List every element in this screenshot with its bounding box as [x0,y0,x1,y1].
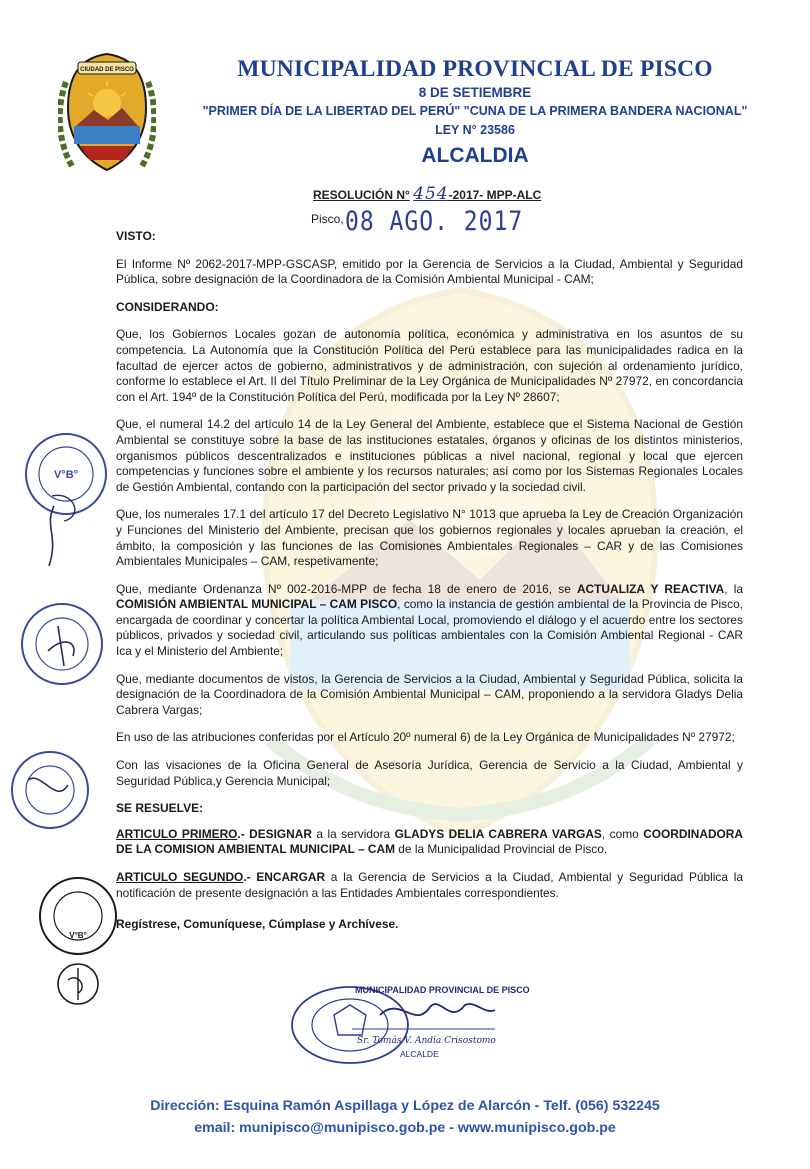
resolution-suffix: -2017- MPP-ALC [448,188,542,202]
stamp-4-vb: V°B° [69,931,87,940]
paragraph-ordenanza [116,582,743,660]
signature-block-title: MUNICIPALIDAD PROVINCIAL DE PISCO [355,985,530,995]
signatory-name: Sr. Tomás V. Andia Crisostomo [357,1036,496,1046]
stamp-2-icon [18,596,108,706]
paragraph-decreto-1013: Que, los numerales 17.1 del artículo 17 del Decreto Legislativo N° 1013 que aprueba la Ley de Creación Organización y Funciones del Ministerio del Ambiente, precisan que los gobiernos regionales y locales aprueban la creación, el ámbito, la composición y las funciones de las Comisiones Ambientales Regionales – CAR y de las Comisiones Ambientales Municipales – CAM, respetivamente; [116,507,743,569]
considerando-heading: CONSIDERANDO: [116,299,219,314]
art1-text-g: de la Municipalidad Provincial de Pisco. [395,842,608,857]
header-office: ALCALDIA [421,144,529,167]
art1-role: COORDINADORA DE LA COMISION AMBIENTAL MUNICIPAL – CAM [116,826,743,857]
paragraph-ley-general-ambiente: Que, el numeral 14.2 del artículo 14 de la Ley General del Ambiente, establece que el Sistema Nacional de Gestión Ambiental se constituye sobre la base de las instituciones estatales, órganos y oficinas de los distintos ministerios, organismos públicos descentralizados e instituciones públicas a nivel nacional, regional y local que ejercen competencias y funciones sobre el ambiente y los recursos naturales; así como por los Sistemas Regionales Locales de Gestión Ambiental, contando con la participación del sector privado y la sociedad civil. [116,417,743,494]
art2-text-c: a la Gerencia de Servicios a la Ciudad, Ambiental y Seguridad Pública la notificación de presente designación a las Entidades Ambientales correspondientes. [116,870,743,900]
stamp-1-icon [14,426,114,576]
art1-text-c: a la servidora [311,826,395,841]
municipal-crest-logo [58,48,156,178]
paragraph-autonomia: Que, los Gobiernos Locales gozan de autonomía política, económica y administrativa en los asuntos de su competencia. La Autonomía que la Constitución Política del Perú establece para las municipalidades radica en la facultad de ejercer actos de gobierno, administrativos y de administración, con sujeción al ordenamiento jurídico, conforme lo establece el Art. II del Título Preliminar de la Ley Orgánica de Municipalidades Nº 27972, en concordancia con el Art. 194º de la Constitución Política del Perú, modificada por la Ley Nº 28607; [116,327,743,404]
header-law: LEY N° 23586 [435,123,515,137]
stamped-date: 08 AGO. 2017 [345,207,524,237]
article-primero [116,827,743,858]
p4-text-c: , la [724,581,743,596]
stamp-3-icon [6,740,96,840]
place-label: Pisco, [311,212,344,226]
article-primero-label: ARTICULO PRIMERO [116,826,238,841]
closing-line: Regístrese, Comuníquese, Cúmplase y Archívese. [116,917,399,932]
art2-encargar: ENCARGAR [256,870,326,884]
footer-contact: email: munipisco@munipisco.gob.pe - www.munipisco.gob.pe [194,1120,616,1136]
resolution-handwritten-number: 454 [413,184,449,204]
header-motto: "PRIMER DÍA DE LA LIBERTAD DEL PERÚ" "CUNA DE LA PRIMERA BANDERA NACIONAL" [202,104,748,118]
p4-bold-actualiza: ACTUALIZA Y REACTIVA [576,581,725,596]
visto-heading: VISTO: [116,229,156,243]
art1-designar: DESIGNAR [249,826,312,841]
crest-banner-text: CIUDAD DE PISCO [80,67,134,73]
page-title: MUNICIPALIDAD PROVINCIAL DE PISCO [237,56,713,82]
resuelve-heading: SE RESUELVE: [116,801,204,816]
art1-name: GLADYS DELIA CABRERA VARGAS [394,826,602,841]
art1-sep: .- [237,826,250,841]
paragraph-atribuciones: En uso de las atribuciones conferidas por el Artículo 20º numeral 6) de la Ley Orgánica de Municipalidades Nº 27972; [116,730,735,745]
art2-sep: .- [243,870,257,884]
signatory-role: ALCALDE [400,1049,439,1059]
p4-text-a: Que, mediante Ordenanza Nº 002-2016-MPP de fecha 18 de enero de 2016, se [116,581,577,596]
stamp-4-icon [34,868,124,1008]
article-segundo-label: ARTICULO SEGUNDO [116,870,244,884]
visto-paragraph: El Informe Nº 2062-2017-MPP-GSCASP, emitido por la Gerencia de Servicios a la Ciudad, Ambiental y Seguridad Pública, sobre designación de la Coordinadora de la Comisión Ambiental Municipal - CAM; [116,256,743,287]
p4-bold-cam: COMISIÓN AMBIENTAL MUNICIPAL – CAM PISCO [116,597,398,612]
art1-text-e: , como [601,826,644,841]
resolution-number-line [313,184,541,204]
header-date-line: 8 DE SETIEMBRE [418,85,532,100]
footer-address: Dirección: Esquina Ramón Aspillaga y López de Alarcón - Telf. (056) 532245 [150,1098,660,1114]
resolution-prefix: RESOLUCIÓN N° [313,188,410,202]
document-body [116,229,743,945]
paragraph-documentos-vistos: Que, mediante documentos de vistos, la Gerencia de Servicios a la Ciudad, Ambiental y Seguridad Pública, solicita la designación de la Coordinadora de la Comisión Ambiental Municipal – CAM, proponiendo a la servidora Gladys Delia Cabrera Vargas; [116,671,743,717]
article-segundo [116,870,743,901]
p4-text-e: , como la instancia de gestión ambiental de la Provincia de Pisco, encargada de coordinar y concertar la política Ambiental Local, promoviendo el diálogo y el acuerdo entre los sectores públicos, privados y sociedad civil, articulando sus políticas ambientales con la Comisión Ambiental Regional - CAR Ica y el Ministerio del Ambiente; [116,597,743,659]
stamp-1-vb: V°B° [53,469,79,481]
paragraph-visaciones: Con las visaciones de la Oficina General de Asesoría Jurídica, Gerencia de Servicio a la Ciudad, Ambiental y Seguridad Pública,y Gerencia Municipal; [116,758,743,788]
